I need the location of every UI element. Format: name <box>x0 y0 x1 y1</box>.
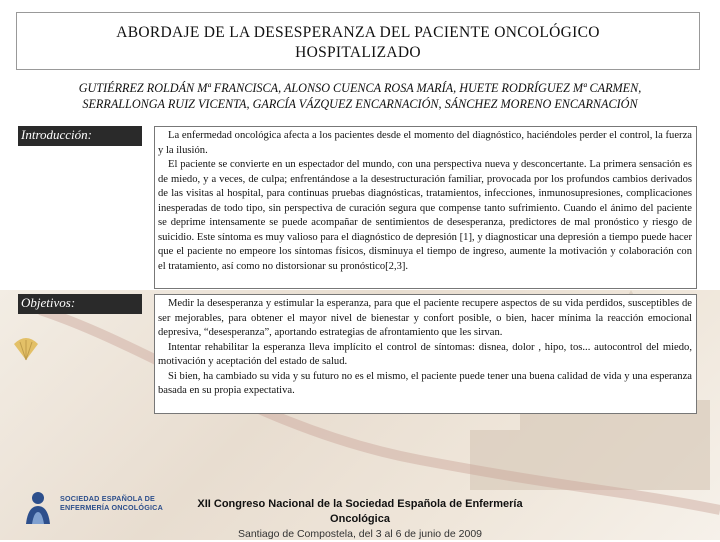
seeo-logo <box>20 488 170 528</box>
objetivos-paragraph-2: Intentar rehabilitar la esperanza lleva implícito el control de síntomas: disnea, dolor , hipo, tos... autocontrol del miedo, motivación y aceptación del estado de salud. <box>158 341 692 367</box>
objetivos-section <box>154 294 697 414</box>
congress-footer <box>180 497 540 542</box>
introduccion-section <box>154 126 697 289</box>
authors-line-1: GUTIÉRREZ ROLDÁN Mª FRANCISCA, ALONSO CUENCA ROSA MARÍA, HUETE RODRÍGUEZ Mª CARMEN, <box>78 81 642 95</box>
authors-line-2: SERRALLONGA RUIZ VICENTA, GARCÍA VÁZQUEZ ENCARNACIÓN, SÁNCHEZ MORENO ENCARNACIÓN <box>82 97 638 111</box>
introduccion-label: Introducción: <box>18 126 142 146</box>
title-line-1: ABORDAJE DE LA DESESPERANZA DEL PACIENTE ONCOLÓGICO <box>116 24 600 41</box>
objetivos-paragraph-1: Medir la desesperanza y estimular la esperanza, para que el paciente recupere aspectos de su vida perdidos, susceptibles de ser mejorables, para obtener el mayor nivel de bienestar y confort posible, o bien, hacer mínima la reacción emocional depresiva, “desesperanza”, aportando estrategias de afrontamiento que les sirvan. <box>158 298 692 338</box>
poster-title <box>16 12 700 70</box>
objetivos-label: Objetivos: <box>18 294 142 314</box>
title-line-2: HOSPITALIZADO <box>295 44 421 61</box>
introduccion-paragraph-2: El paciente se convierte en un espectador del mundo, con una perspectiva nueva y desconcertante. La primera sensación es de miedo, y a veces, de culpa; enfrentándose a la desestructuración familiar, provocada por los profundos cambios derivados de las visitas al hospital, para continuas pruebas diagnósticas, tratamientos, infecciones, inmunosupresiones, complicaciones inesperadas de todo tipo, sin perspectiva de curación segura que compense tanto sufrimiento. Cuando el ánimo del paciente se deprime intensamente se puede acompañar de sentimientos de desesperanza, predictores de mal pronóstico y riesgo de suicidio. Este síntoma es muy valioso para el diagnóstico de depresión [1], y diagnosticar una depresión a tiempo puede hacer que el paciente no empeore los síntomas físicos, disminuya el tiempo de ingreso, aumente la motivación y colaboración con el tratamiento, así como no distorsionar su pronóstico[2,3]. <box>158 159 692 272</box>
footer-line-1: XII Congreso Nacional de la Sociedad Española de Enfermería Oncológica <box>197 498 523 525</box>
logo-line-2: ENFERMERÍA ONCOLÓGICA <box>60 503 163 512</box>
author-list <box>18 80 702 112</box>
logo-line-1: SOCIEDAD ESPAÑOLA DE <box>60 494 156 503</box>
footer-line-2: Santiago de Compostela, del 3 al 6 de junio de 2009 <box>237 528 482 540</box>
objetivos-paragraph-3: Si bien, ha cambiado su vida y su futuro no es el mismo, el paciente puede tener una buena calidad de vida y una esperanza basada en su propia expectativa. <box>158 370 692 396</box>
introduccion-paragraph-1: La enfermedad oncológica afecta a los pacientes desde el momento del diagnóstico, haciéndoles perder el control, la fuerza y la ilusión. <box>158 130 692 156</box>
seeo-logo-icon <box>20 490 56 526</box>
